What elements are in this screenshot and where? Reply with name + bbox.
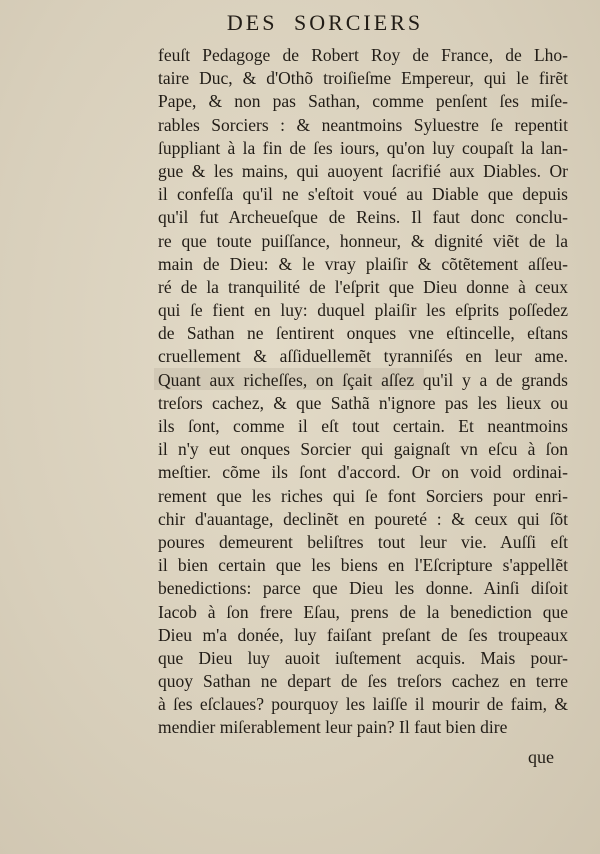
text-line: feuſt Pedagoge de Robert Roy de France, de Lho-: [158, 45, 568, 65]
text-line: ré de la tranquilité de l'eſprit que Dieu donne à ceux: [158, 276, 568, 297]
running-head: DES SORCIERS: [226, 10, 424, 35]
body-text: [158, 44, 568, 740]
text-line: il confeſſa qu'il ne s'eſtoit voué au Diable que depuis: [158, 184, 568, 205]
text-line: re que toute puiſſance, honneur, & dignité viẽt de la: [158, 230, 568, 251]
text-line: mendier miſerablement leur pain? Il faut bien dire: [158, 717, 508, 738]
catchword: que: [528, 747, 554, 767]
text-line: main de Dieu: & le vray plaiſir & cõtẽtement aſſeu-: [158, 253, 568, 274]
text-line: il bien certain que les biens en l'Eſcripture s'appellẽt: [158, 555, 568, 576]
text-line: à ſes eſclaues? pourquoy les laiſſe il mourir de faim, &: [158, 694, 568, 715]
text-line: Iacob à ſon frere Eſau, prens de la benediction que: [158, 601, 568, 622]
text-line: gue & les mains, qui auoyent ſacrifié aux Diables. Or: [158, 160, 568, 181]
text-line: Dieu m'a donée, luy faiſant preſant de ſes troupeaux: [158, 624, 568, 645]
text-line: Pape, & non pas Sathan, comme penſent ſes miſe-: [158, 91, 568, 112]
text-line: que Dieu luy auoit iuſtement acquis. Mais pour-: [158, 647, 568, 668]
text-line: cruellement & aſſiduellemẽt tyranniſés en leur ame.: [158, 346, 568, 367]
text-line: il n'y eut onques Sorcier qui gaignaſt vn eſcu à ſon: [158, 439, 568, 460]
text-line: qui ſe fient en luy: duquel plaiſir les eſprits poſſedez: [158, 300, 568, 321]
text-line: quoy Sathan ne depart de ſes treſors cachez en terre: [158, 671, 568, 692]
text-line: poures demeurent beliſtres tout leur vie. Auſſi eſt: [158, 531, 568, 552]
text-line: meſtier. cõme ils ſont d'accord. Or on void ordinai-: [158, 462, 568, 483]
text-line: rement que les riches qui ſe font Sorciers pour enri-: [158, 485, 568, 506]
text-line: de Sathan ne ſentirent onques vne eſtincelle, eſtans: [158, 323, 568, 344]
text-line: ſuppliant à la fin de ſes iours, qu'on luy coupaſt la lan-: [158, 137, 568, 158]
text-line: benedictions: parce que Dieu les donne. Ainſi diſoit: [158, 578, 568, 599]
text-line: ils ſont, comme il eſt tout certain. Et neantmoins: [158, 416, 568, 436]
text-line: Quant aux richeſſes, on ſçait aſſez qu'il y a de grands: [158, 369, 568, 390]
text-line: rables Sorciers : & neantmoins Syluestre ſe repentit: [158, 114, 568, 135]
text-line: treſors cachez, & que Sathã n'ignore pas les lieux ou: [158, 392, 568, 413]
text-line: chir d'auantage, declinẽt en poureté : & ceux qui ſõt: [158, 508, 568, 529]
text-line: qu'il fut Archeueſque de Reins. Il faut donc conclu-: [158, 207, 568, 228]
text-line: taire Duc, & d'Othõ troiſieſme Empereur, qui le firẽt: [158, 68, 568, 89]
